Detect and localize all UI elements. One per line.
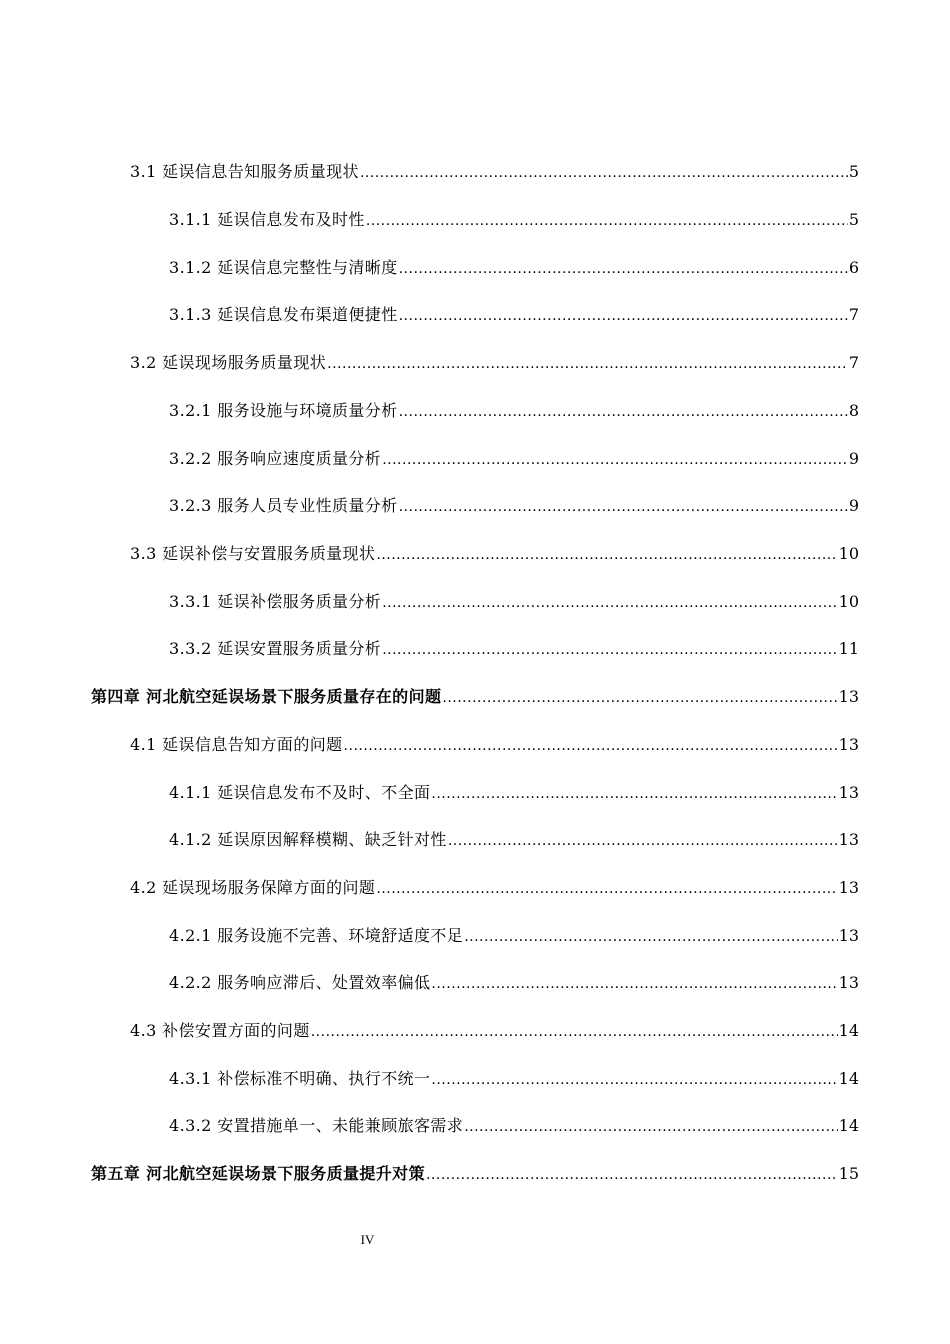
toc-entry[interactable]	[169, 925, 859, 948]
toc-leader-dots	[399, 305, 848, 327]
toc-entry[interactable]	[130, 877, 859, 900]
toc-entry-title: 4.2.2 服务响应滞后、处置效率偏低	[169, 973, 431, 992]
toc-entry[interactable]	[91, 686, 859, 709]
toc-leader-dots	[376, 878, 837, 900]
toc-entry-title: 3.1.2 延误信息完整性与清晰度	[169, 258, 398, 277]
toc-entry-title: 3.2.2 服务响应速度质量分析	[169, 449, 382, 468]
toc-entry[interactable]	[130, 161, 859, 184]
toc-entry-title: 4.3.1 补偿标准不明确、执行不统一	[169, 1069, 431, 1088]
toc-entry-page: 14	[838, 1069, 859, 1088]
toc-entry[interactable]	[130, 1020, 859, 1043]
toc-entry-title: 3.2 延误现场服务质量现状	[130, 353, 327, 372]
toc-entry-title: 第四章 河北航空延误场景下服务质量存在的问题	[91, 687, 442, 706]
toc-entry-page: 10	[838, 544, 859, 563]
toc-entry-title: 第五章 河北航空延误场景下服务质量提升对策	[91, 1164, 425, 1183]
toc-leader-dots	[382, 592, 837, 614]
toc-leader-dots	[399, 258, 848, 280]
toc-entry-page: 14	[838, 1116, 859, 1135]
toc-leader-dots	[382, 449, 848, 471]
toc-entry-page: 11	[838, 639, 859, 658]
toc-leader-dots	[431, 973, 837, 995]
toc-entry-page: 13	[838, 687, 859, 706]
toc-entry-page: 5	[848, 162, 859, 181]
toc-entry-page: 14	[838, 1021, 859, 1040]
toc-entry-title: 4.3.2 安置措施单一、未能兼顾旅客需求	[169, 1116, 464, 1135]
toc-entry[interactable]	[130, 352, 859, 375]
toc-entry-title: 4.1 延误信息告知方面的问题	[130, 735, 343, 754]
toc-entry[interactable]	[169, 972, 859, 995]
toc-entry[interactable]	[169, 591, 859, 614]
toc-entry[interactable]	[130, 543, 859, 566]
toc-leader-dots	[431, 1069, 837, 1091]
toc-leader-dots	[464, 926, 837, 948]
toc-entry-page: 13	[838, 878, 859, 897]
toc-entry-page: 7	[848, 353, 859, 372]
toc-entry-title: 3.3.2 延误安置服务质量分析	[169, 639, 382, 658]
toc-entry-page: 10	[838, 592, 859, 611]
toc-entry-title: 3.1.3 延误信息发布渠道便捷性	[169, 305, 398, 324]
toc-entry-title: 3.3.1 延误补偿服务质量分析	[169, 592, 382, 611]
toc-entry-page: 13	[838, 830, 859, 849]
toc-entry-title: 4.1.1 延误信息发布不及时、不全面	[169, 783, 431, 802]
page-number: IV	[360, 1232, 375, 1247]
toc-leader-dots	[376, 544, 837, 566]
toc-leader-dots	[366, 210, 848, 232]
toc-entry[interactable]	[91, 1163, 859, 1186]
toc-entry-page: 6	[848, 258, 859, 277]
toc-leader-dots	[360, 162, 848, 184]
toc-entry[interactable]	[169, 448, 859, 471]
toc-leader-dots	[344, 735, 838, 757]
toc-entry[interactable]	[169, 400, 859, 423]
toc-entry-title: 4.3 补偿安置方面的问题	[130, 1021, 310, 1040]
toc-entry[interactable]	[169, 1068, 859, 1091]
toc-entry[interactable]	[169, 209, 859, 232]
toc-entry-title: 4.2 延误现场服务保障方面的问题	[130, 878, 376, 897]
toc-entry-title: 3.1.1 延误信息发布及时性	[169, 210, 365, 229]
toc-leader-dots	[431, 783, 837, 805]
toc-entry-page: 5	[848, 210, 859, 229]
toc-entry-title: 3.2.3 服务人员专业性质量分析	[169, 496, 398, 515]
toc-leader-dots	[448, 830, 838, 852]
toc-entry-page: 13	[838, 735, 859, 754]
toc-entry[interactable]	[169, 829, 859, 852]
toc-leader-dots	[311, 1021, 838, 1043]
toc-entry-page: 13	[838, 973, 859, 992]
toc-entry[interactable]	[130, 734, 859, 757]
toc-leader-dots	[426, 1164, 838, 1186]
toc-leader-dots	[382, 639, 837, 661]
toc-entry-page: 9	[848, 496, 859, 515]
toc-entry[interactable]	[169, 1115, 859, 1138]
toc-entry-page: 8	[848, 401, 859, 420]
toc-leader-dots	[399, 401, 848, 423]
toc-leader-dots	[399, 496, 848, 518]
toc-leader-dots	[464, 1116, 837, 1138]
toc-entry-page: 9	[848, 449, 859, 468]
toc-entry-title: 3.2.1 服务设施与环境质量分析	[169, 401, 398, 420]
toc-entry-page: 7	[848, 305, 859, 324]
toc-entry[interactable]	[169, 495, 859, 518]
toc-entry-page: 13	[838, 783, 859, 802]
toc-leader-dots	[442, 687, 837, 709]
toc-entry-title: 3.3 延误补偿与安置服务质量现状	[130, 544, 376, 563]
toc-entry-page: 13	[838, 926, 859, 945]
toc-entry-title: 4.2.1 服务设施不完善、环境舒适度不足	[169, 926, 464, 945]
toc-entry[interactable]	[169, 782, 859, 805]
toc-leader-dots	[327, 353, 848, 375]
toc-entry[interactable]	[169, 304, 859, 327]
toc-entry[interactable]	[169, 638, 859, 661]
toc-entry-title: 4.1.2 延误原因解释模糊、缺乏针对性	[169, 830, 447, 849]
toc-entry[interactable]	[169, 257, 859, 280]
toc-entry-page: 15	[838, 1164, 859, 1183]
toc-entry-title: 3.1 延误信息告知服务质量现状	[130, 162, 359, 181]
